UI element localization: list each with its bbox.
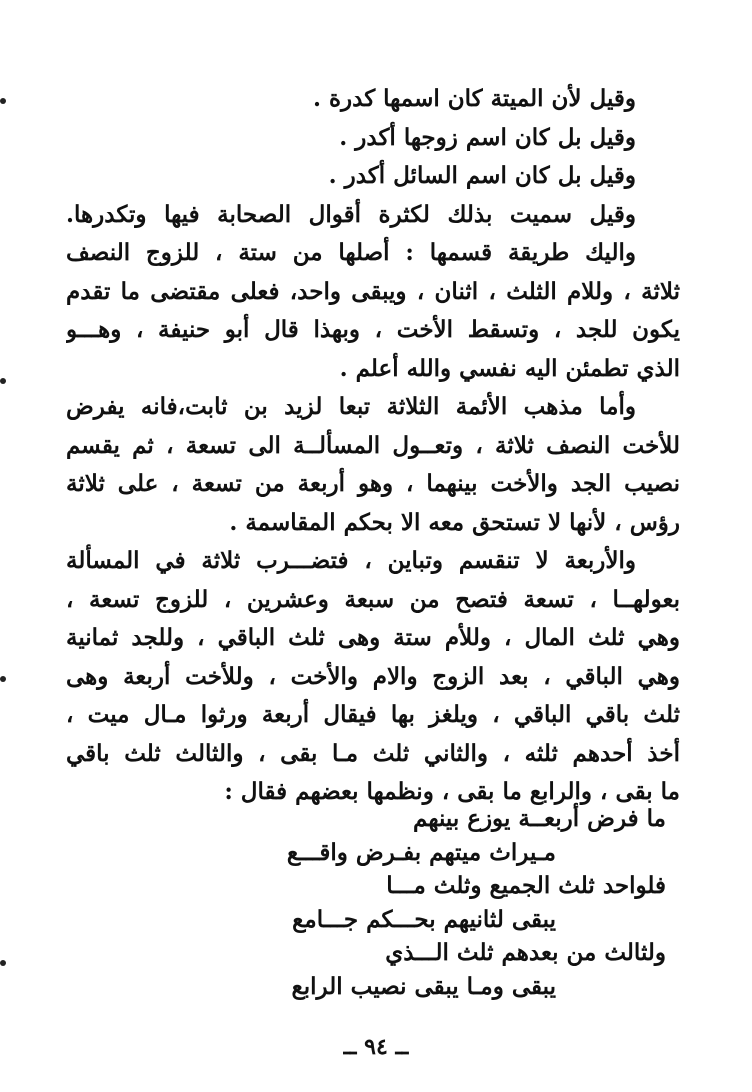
text-line: يكون للجد ، وتسقط الأخت ، وبهذا قال أبو حنيفة ، وهـــو — [66, 316, 680, 343]
text-line: الذي تطمئن اليه نفسي والله أعلم . — [339, 354, 680, 382]
poem-verse-first-half: فلواحد ثلث الجميع وثلث مـــا — [386, 872, 666, 899]
text-line: ثلث باقي الباقي ، ويلغز بها فيقال أربعة ورثوا مـال ميت ، — [66, 701, 680, 728]
text-line: أخذ أحدهم ثلثه ، والثاني ثلث مـا بقى ، والثالث ثلث باقي — [66, 739, 680, 767]
poem — [76, 802, 676, 1003]
text-line: وهي الباقي ، بعد الزوج والام والأخت ، وللأخت أربعة وهى — [66, 662, 680, 690]
margin-mark — [0, 378, 6, 384]
text-line: وهي ثلث المال ، وللأم ستة وهى ثلث الباقي ، وللجد ثمانية — [66, 624, 680, 651]
poem-verse-first-half: ما فرض أربعــة يوزع بينهم — [413, 805, 666, 832]
text-line: نصيب الجد والأخت بينهما ، وهو أربعة من تسعة ، على ثلاثة — [66, 470, 680, 497]
text-line: للأخت النصف ثلاثة ، وتعــول المسألــة الى تسعة ، ثم يقسم — [66, 431, 680, 459]
text-line: رؤس ، لأنها لا تستحق معه الا بحكم المقاسمة . — [229, 508, 680, 536]
text-line: وقيل بل كان اسم زوجها أكدر . — [339, 123, 636, 151]
poem-verse-second-half: يبقى ومـا يبقى نصيب الرابع — [291, 972, 556, 1000]
text-line: وأما مذهب الأئمة الثلاثة تبعا لزيد بن ثابت،فانه يفرض — [66, 393, 636, 420]
page-number: ــ ٩٤ ــ — [343, 1034, 409, 1060]
text-line: وقيل بل كان اسم السائل أكدر . — [328, 162, 636, 189]
text-line: بعولهــا ، تسعة فتصح من سبعة وعشرين ، للزوج تسعة ، — [66, 585, 680, 613]
text-line: واليك طريقة قسمها : أصلها من ستة ، للزوج النصف — [66, 239, 636, 266]
text-line: وقيل سميت بذلك لكثرة أقوال الصحابة فيها وتكدرها. — [66, 200, 636, 228]
text-line: والأربعة لا تنقسم وتباين ، فتضـــرب ثلاثة في المسألة — [66, 547, 636, 574]
poem-verse-second-half: مـيراث ميتهم بفـرض واقـــع — [286, 838, 556, 866]
margin-mark — [0, 676, 6, 682]
body-text — [66, 80, 680, 812]
margin-mark — [0, 98, 6, 104]
text-line: ما بقى ، والرابع ما بقى ، ونظمها بعضهم فقال : — [224, 778, 680, 805]
margin-mark — [0, 960, 6, 966]
poem-verse-first-half: ولثالث من بعدهم ثلث الـــذي — [385, 939, 666, 966]
text-line: ثلاثة ، وللام الثلث ، اثنان ، ويبقى واحد، فعلى مقتضى ما تقدم — [66, 277, 680, 305]
text-line: وقيل لأن الميتة كان اسمها كدرة . — [312, 85, 636, 112]
poem-verse-second-half: يبقى لثانيهم بحـــكم جـــامع — [292, 905, 556, 933]
